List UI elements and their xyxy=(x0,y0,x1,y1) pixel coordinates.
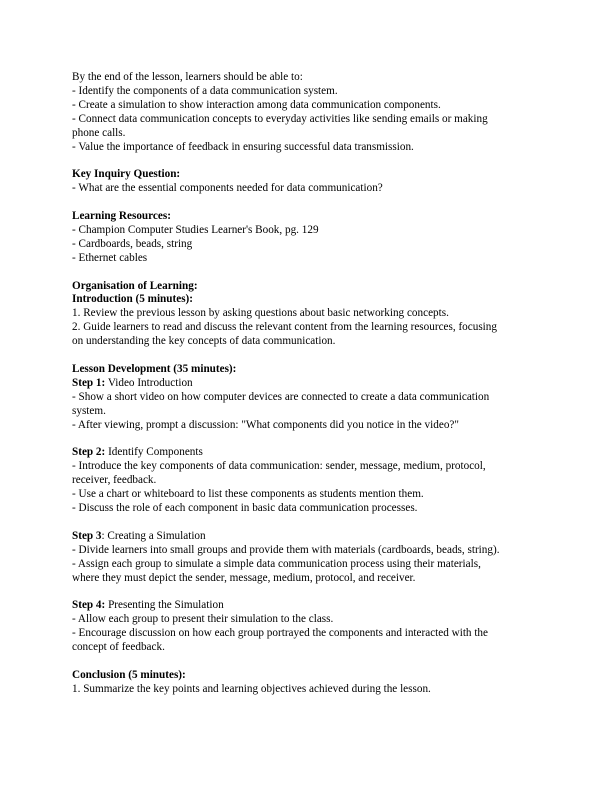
step-3-title xyxy=(72,530,542,544)
step-4-name: Presenting the Simulation xyxy=(105,599,224,612)
step-2-item: - Discuss the role of each component in basic data communication processes. xyxy=(72,502,418,515)
introduction-item: 1. Review the previous lesson by asking questions about basic networking concepts. xyxy=(72,307,449,320)
spacer xyxy=(72,585,542,599)
development-heading: Lesson Development (35 minutes): xyxy=(72,362,237,375)
objectives-intro: By the end of the lesson, learners should be able to: xyxy=(72,71,303,83)
objective-item: - Identify the components of a data communication system. xyxy=(72,84,338,97)
step-2-name: Identify Components xyxy=(105,446,203,459)
introduction-item: 2. Guide learners to read and discuss the relevant content from the learning resources, focusing xyxy=(72,321,497,334)
step-1-name: Video Introduction xyxy=(105,376,193,389)
spacer xyxy=(72,655,542,669)
step-3-item: where they must depict the sender, message, medium, protocol, and receiver. xyxy=(72,571,416,584)
step-1-item: - Show a short video on how computer devices are connected to create a data communication xyxy=(72,390,490,403)
step-3-label: Step 3 xyxy=(72,529,102,542)
introduction-heading: Introduction (5 minutes): xyxy=(72,293,193,306)
spacer xyxy=(72,154,542,168)
objective-item: - Connect data communication concepts to everyday activities like sending emails or making xyxy=(72,112,488,125)
conclusion-item: 1. Summarize the key points and learning objectives achieved during the lesson. xyxy=(72,682,431,695)
inquiry-item: - What are the essential components needed for data communication? xyxy=(72,182,383,195)
spacer xyxy=(72,196,542,210)
organisation-heading: Organisation of Learning: xyxy=(72,279,198,292)
step-1-item: system. xyxy=(72,404,106,417)
inquiry-heading: Key Inquiry Question: xyxy=(72,168,181,181)
step-2-title xyxy=(72,446,542,460)
step-2-item: receiver, feedback. xyxy=(72,474,157,487)
resources-heading: Learning Resources: xyxy=(72,210,171,223)
step-1-title xyxy=(72,377,542,391)
step-2-label: Step 2: xyxy=(72,446,106,459)
resource-item: - Champion Computer Studies Learner's Book, pg. 129 xyxy=(72,223,319,236)
step-4-item: - Allow each group to present their simulation to the class. xyxy=(72,613,334,626)
lesson-plan-page xyxy=(72,71,542,697)
step-2-item: - Introduce the key components of data communication: sender, message, medium, protocol, xyxy=(72,460,486,473)
resource-item: - Ethernet cables xyxy=(72,251,148,264)
step-4-item: - Encourage discussion on how each group portrayed the components and interacted with the xyxy=(72,627,488,640)
step-4-label: Step 4: xyxy=(72,599,106,612)
objective-item: phone calls. xyxy=(72,126,126,139)
step-4-title xyxy=(72,599,542,613)
spacer xyxy=(72,349,542,363)
step-3-item: - Divide learners into small groups and provide them with materials (cardboards, beads, string). xyxy=(72,543,500,556)
step-4-item: concept of feedback. xyxy=(72,641,165,654)
step-1-label: Step 1: xyxy=(72,376,106,389)
step-1-item: - After viewing, prompt a discussion: "What components did you notice in the video?" xyxy=(72,418,459,431)
resource-item: - Cardboards, beads, string xyxy=(72,237,193,250)
conclusion-heading: Conclusion (5 minutes): xyxy=(72,668,186,681)
spacer xyxy=(72,266,542,280)
spacer xyxy=(72,516,542,530)
step-3-item: - Assign each group to simulate a simple data communication process using their materials, xyxy=(72,557,481,570)
step-3-name: : Creating a Simulation xyxy=(101,529,206,542)
objective-item: - Value the importance of feedback in ensuring successful data transmission. xyxy=(72,140,414,153)
introduction-item: on understanding the key concepts of data communication. xyxy=(72,335,336,348)
objective-item: - Create a simulation to show interaction among data communication components. xyxy=(72,98,441,111)
step-2-item: - Use a chart or whiteboard to list these components as students mention them. xyxy=(72,488,424,501)
spacer xyxy=(72,433,542,447)
